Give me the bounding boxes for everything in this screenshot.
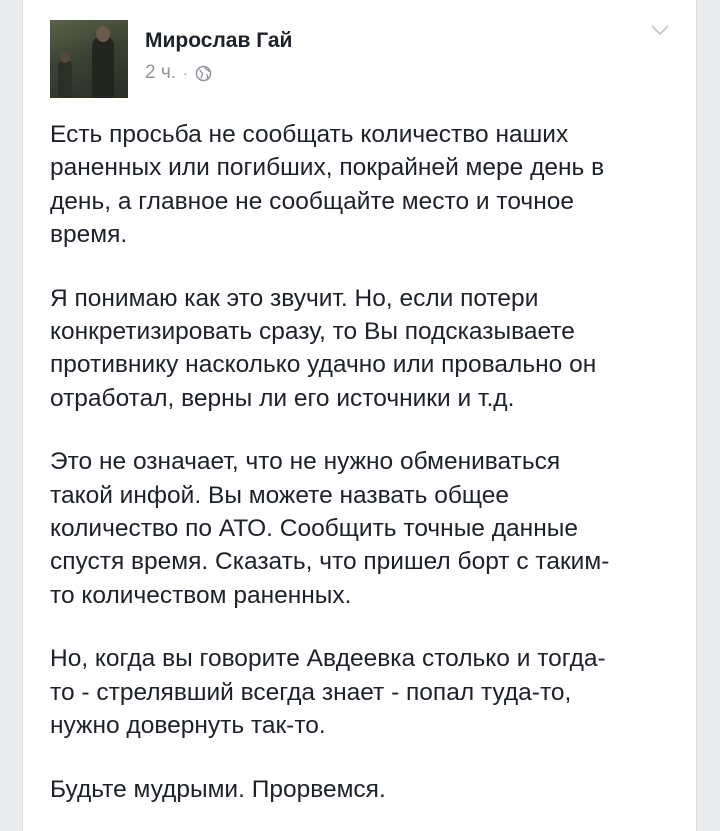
post-text-line: противнику насколько удачно или провально он xyxy=(50,351,597,379)
post-text-line: Я понимаю как это звучит. Но, если потери xyxy=(50,284,539,312)
post-text-line: то - стрелявший всегда знает - попал туда-то, xyxy=(50,678,572,706)
avatar-figure-back xyxy=(58,60,72,98)
post-paragraph xyxy=(50,118,690,252)
post-text-line: Это не означает, что не нужно обмениваться xyxy=(50,448,561,476)
post-text-line: конкретизировать сразу, то Вы подсказываете xyxy=(50,318,575,346)
post-paragraph xyxy=(50,773,690,806)
post-text-line: время. xyxy=(50,221,128,249)
globe-icon[interactable] xyxy=(195,65,212,82)
post-text-line: Будьте мудрыми. Прорвемся. xyxy=(50,775,386,803)
post-card xyxy=(22,0,697,831)
post-text-line: нужно довернуть так-то. xyxy=(50,712,326,740)
post-text-line: раненных или погибших, покрайней мере день в xyxy=(50,154,605,182)
post-paragraph xyxy=(50,282,690,416)
post-text-line: Есть просьба не сообщать количество наших xyxy=(50,121,569,148)
author-name[interactable]: Мирослав Гай xyxy=(145,29,293,52)
post-paragraph xyxy=(50,642,690,742)
avatar-head-front xyxy=(96,26,110,42)
avatar[interactable] xyxy=(50,20,128,98)
post-text-line: то количеством раненных. xyxy=(50,581,352,609)
post-meta xyxy=(145,62,212,84)
post-text-line: Но, когда вы говорите Авдеевка столько и тогда- xyxy=(50,645,606,673)
post-body xyxy=(50,118,690,831)
meta-separator: · xyxy=(183,65,188,81)
post-text-line: спустя время. Сказать, что пришел борт с таким- xyxy=(50,548,610,576)
post-text-line: количество по АТО. Сообщить точные данные xyxy=(50,515,578,543)
post-paragraph xyxy=(50,445,690,612)
avatar-figure-front xyxy=(92,36,114,98)
post-text-line: день, а главное не сообщайте место и точное xyxy=(50,187,574,215)
post-text-line: отработал, верны ли его источники и т.д. xyxy=(50,384,515,412)
post-timestamp[interactable]: 2 ч. xyxy=(145,62,177,83)
avatar-head-back xyxy=(60,52,70,63)
post-text-line: такой инфой. Вы можете назвать общее xyxy=(50,481,510,509)
chevron-down-icon[interactable] xyxy=(649,22,671,38)
